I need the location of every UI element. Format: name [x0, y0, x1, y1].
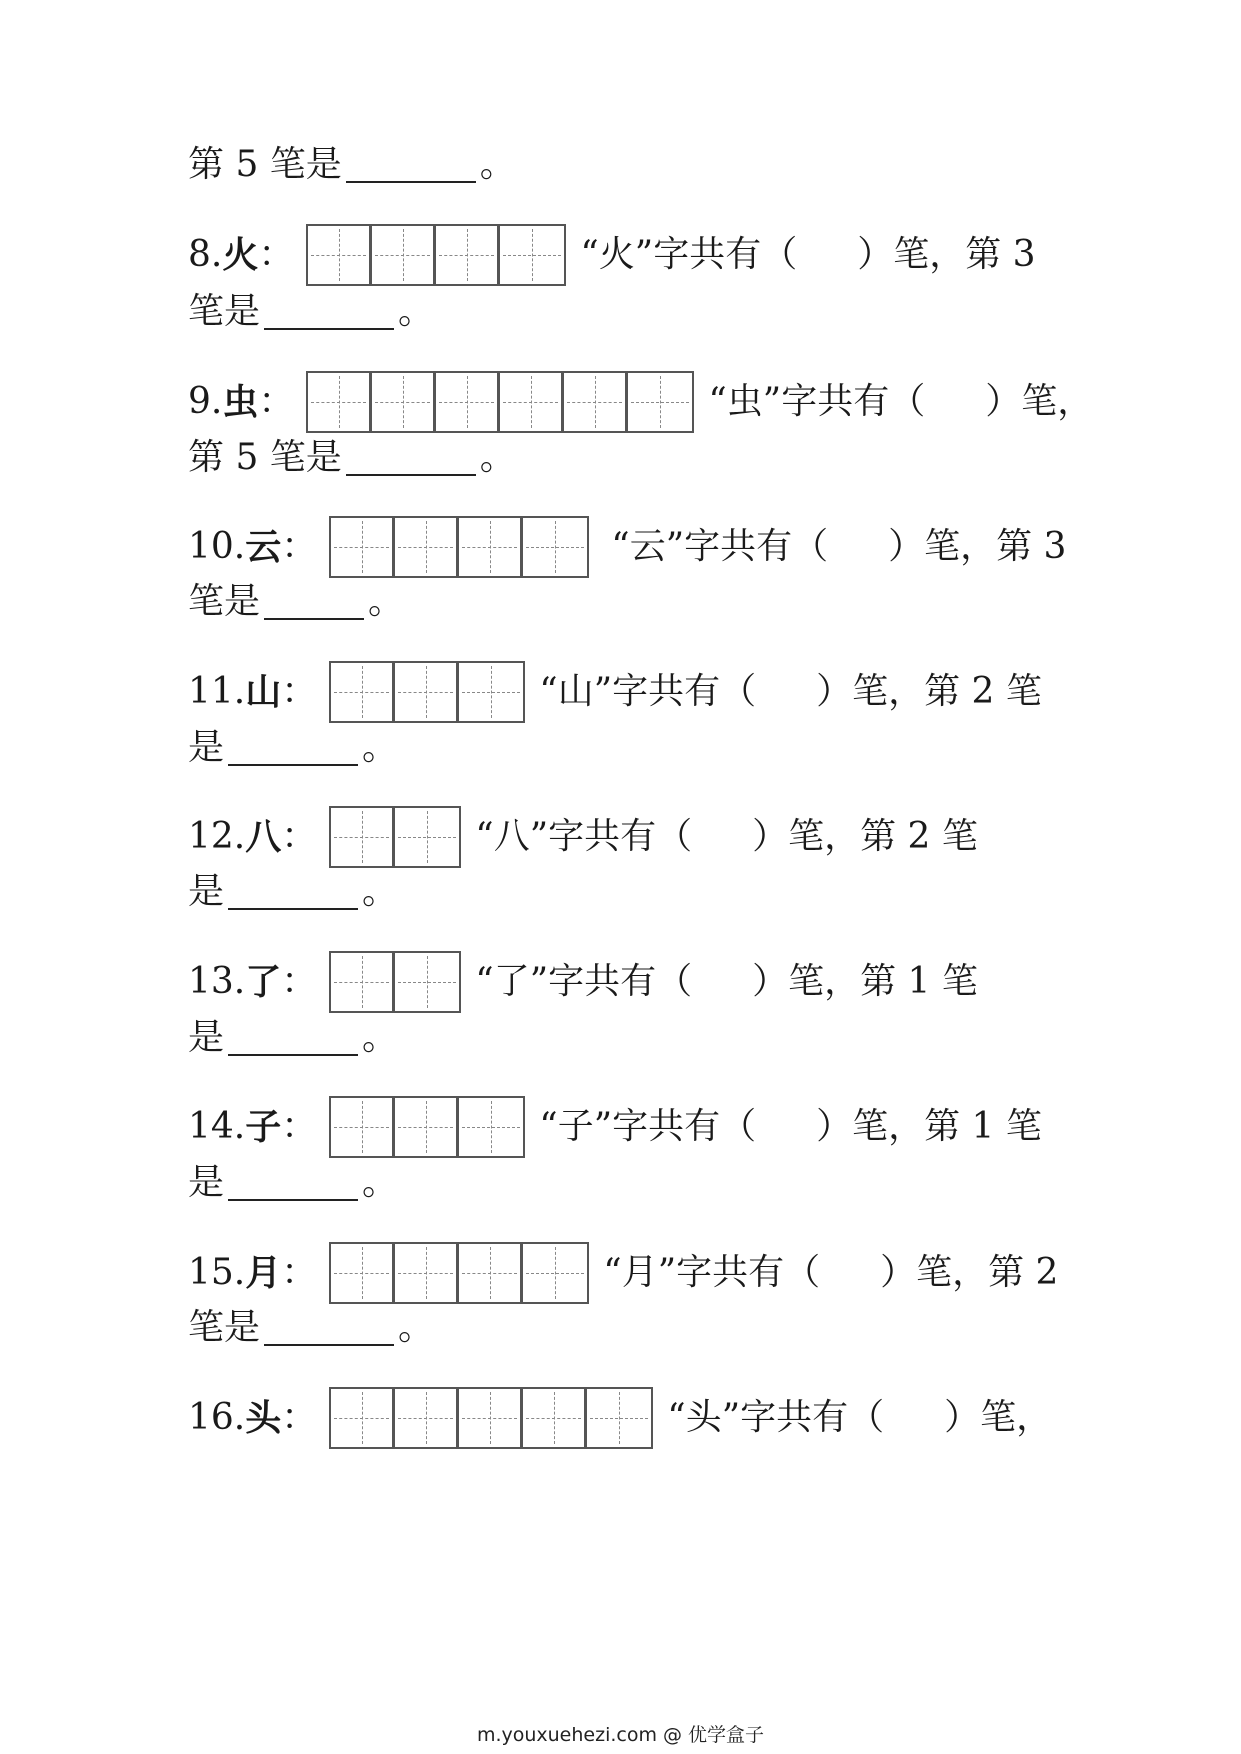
- stroke-order-grid[interactable]: [329, 951, 461, 1013]
- grid-cell[interactable]: [523, 1389, 587, 1447]
- colon: ：: [281, 961, 318, 1002]
- answer-blank[interactable]: [346, 147, 476, 183]
- question-text: “虫”字共有（: [708, 381, 926, 422]
- question-text-2: ）笔，第 1 笔: [752, 961, 978, 1002]
- exercise-character: 云: [245, 526, 282, 568]
- exercise-character: 了: [245, 961, 282, 1003]
- question-text-2: ）笔，: [944, 1397, 1053, 1438]
- grid-cell[interactable]: [395, 808, 459, 866]
- answer-blank[interactable]: [264, 584, 364, 620]
- colon: ：: [281, 671, 318, 712]
- continuation-line: [188, 143, 516, 187]
- question-text-2: ）笔，第 3: [857, 234, 1036, 275]
- grid-cell[interactable]: [331, 518, 395, 576]
- exercise-13-question: [188, 951, 978, 1013]
- period: 。: [362, 1017, 399, 1058]
- page-footer: m.youxuehezi.com @ 优学盒子: [476, 1724, 765, 1746]
- answer-prefix: 是: [188, 727, 225, 768]
- exercise-11-answer: [188, 726, 398, 770]
- answer-prefix: 是: [188, 1162, 225, 1203]
- question-text: “山”字共有（: [539, 671, 757, 712]
- exercise-character: 火: [222, 234, 259, 276]
- question-text: “八”字共有（: [475, 816, 693, 857]
- grid-cell[interactable]: [459, 1244, 523, 1302]
- exercise-9-answer: [188, 436, 516, 480]
- exercise-character: 月: [245, 1252, 282, 1294]
- exercise-9-question: [188, 371, 1093, 433]
- colon: ：: [281, 1252, 318, 1293]
- exercise-number: 14.: [188, 1106, 246, 1147]
- exercise-14-answer: [188, 1161, 398, 1205]
- grid-cell[interactable]: [331, 1098, 395, 1156]
- grid-cell[interactable]: [500, 226, 564, 284]
- grid-cell[interactable]: [331, 808, 395, 866]
- colon: ：: [258, 381, 295, 422]
- answer-prefix: 是: [188, 1017, 225, 1058]
- exercise-character: 八: [245, 816, 282, 858]
- period: 。: [479, 437, 516, 478]
- stroke-order-grid[interactable]: [306, 371, 694, 433]
- colon: ：: [258, 234, 295, 275]
- grid-cell[interactable]: [436, 373, 500, 431]
- exercise-10-question: [188, 516, 1066, 578]
- stroke-order-grid[interactable]: [329, 806, 461, 868]
- question-text-2: ）笔，第 3: [888, 526, 1067, 567]
- grid-cell[interactable]: [628, 373, 692, 431]
- grid-cell[interactable]: [523, 1244, 587, 1302]
- stroke-order-grid[interactable]: [329, 1096, 525, 1158]
- exercise-number: 8.: [188, 234, 223, 275]
- grid-cell[interactable]: [331, 663, 395, 721]
- answer-blank[interactable]: [346, 440, 476, 476]
- grid-cell[interactable]: [331, 1244, 395, 1302]
- exercise-character: 虫: [222, 381, 259, 423]
- grid-cell[interactable]: [395, 1389, 459, 1447]
- question-text: “火”字共有（: [580, 234, 798, 275]
- question-text-2: ）笔，第 1 笔: [816, 1106, 1042, 1147]
- answer-blank[interactable]: [264, 294, 394, 330]
- grid-cell[interactable]: [459, 518, 523, 576]
- stroke-order-grid[interactable]: [329, 661, 525, 723]
- grid-cell[interactable]: [395, 953, 459, 1011]
- grid-cell[interactable]: [459, 663, 523, 721]
- answer-blank[interactable]: [228, 730, 358, 766]
- colon: ：: [281, 1106, 318, 1147]
- question-text-2: ）笔，第 2 笔: [752, 816, 978, 857]
- exercise-10-answer: [188, 580, 404, 624]
- exercise-13-answer: [188, 1016, 398, 1060]
- stroke-order-grid[interactable]: [306, 224, 566, 286]
- stroke-order-grid[interactable]: [329, 1387, 653, 1449]
- period: 。: [479, 144, 516, 185]
- answer-blank[interactable]: [228, 874, 358, 910]
- grid-cell[interactable]: [331, 953, 395, 1011]
- grid-cell[interactable]: [308, 373, 372, 431]
- question-text: “了”字共有（: [475, 961, 693, 1002]
- grid-cell[interactable]: [459, 1389, 523, 1447]
- exercise-number: 9.: [188, 381, 223, 422]
- answer-prefix: 第 5 笔是: [188, 437, 342, 478]
- answer-blank[interactable]: [228, 1165, 358, 1201]
- grid-cell[interactable]: [372, 373, 436, 431]
- grid-cell[interactable]: [500, 373, 564, 431]
- grid-cell[interactable]: [395, 1244, 459, 1302]
- colon: ：: [281, 1397, 318, 1438]
- question-text: “子”字共有（: [539, 1106, 757, 1147]
- continuation-text: 第 5 笔是: [188, 144, 342, 185]
- grid-cell[interactable]: [564, 373, 628, 431]
- exercise-character: 头: [245, 1397, 282, 1439]
- answer-prefix: 是: [188, 871, 225, 912]
- answer-prefix: 笔是: [188, 1307, 261, 1348]
- colon: ：: [281, 526, 318, 567]
- period: 。: [362, 871, 399, 912]
- exercise-15-answer: [188, 1306, 434, 1350]
- stroke-order-grid[interactable]: [329, 516, 589, 578]
- question-text: “月”字共有（: [603, 1252, 821, 1293]
- question-text: “头”字共有（: [667, 1397, 885, 1438]
- exercise-16-question: [188, 1387, 1052, 1449]
- exercise-15-question: [188, 1242, 1058, 1304]
- grid-cell[interactable]: [331, 1389, 395, 1447]
- exercise-number: 13.: [188, 961, 246, 1002]
- grid-cell[interactable]: [436, 226, 500, 284]
- answer-prefix: 笔是: [188, 581, 261, 622]
- question-text-2: ）笔，: [985, 381, 1094, 422]
- exercise-11-question: [188, 661, 1042, 723]
- colon: ：: [281, 816, 318, 857]
- grid-cell[interactable]: [372, 226, 436, 284]
- question-text: “云”字共有（: [611, 526, 829, 567]
- exercise-number: 11.: [188, 671, 246, 712]
- exercise-12-question: [188, 806, 978, 868]
- grid-cell[interactable]: [459, 1098, 523, 1156]
- grid-cell[interactable]: [523, 518, 587, 576]
- question-text-2: ）笔，第 2: [880, 1252, 1059, 1293]
- grid-cell[interactable]: [395, 1098, 459, 1156]
- exercise-character: 子: [245, 1106, 282, 1148]
- period: 。: [398, 291, 435, 332]
- period: 。: [368, 581, 405, 622]
- exercise-14-question: [188, 1096, 1042, 1158]
- exercise-number: 10.: [188, 526, 246, 567]
- question-text-2: ）笔，第 2 笔: [816, 671, 1042, 712]
- exercise-number: 15.: [188, 1252, 246, 1293]
- stroke-order-grid[interactable]: [329, 1242, 589, 1304]
- period: 。: [362, 1162, 399, 1203]
- answer-blank[interactable]: [228, 1020, 358, 1056]
- grid-cell[interactable]: [395, 518, 459, 576]
- grid-cell[interactable]: [308, 226, 372, 284]
- grid-cell[interactable]: [587, 1389, 651, 1447]
- period: 。: [398, 1307, 435, 1348]
- period: 。: [362, 727, 399, 768]
- exercise-number: 16.: [188, 1397, 246, 1438]
- grid-cell[interactable]: [395, 663, 459, 721]
- answer-blank[interactable]: [264, 1310, 394, 1346]
- exercise-number: 12.: [188, 816, 246, 857]
- exercise-8-question: [188, 224, 1036, 286]
- exercise-8-answer: [188, 290, 434, 334]
- answer-prefix: 笔是: [188, 291, 261, 332]
- exercise-character: 山: [245, 671, 282, 713]
- exercise-12-answer: [188, 870, 398, 914]
